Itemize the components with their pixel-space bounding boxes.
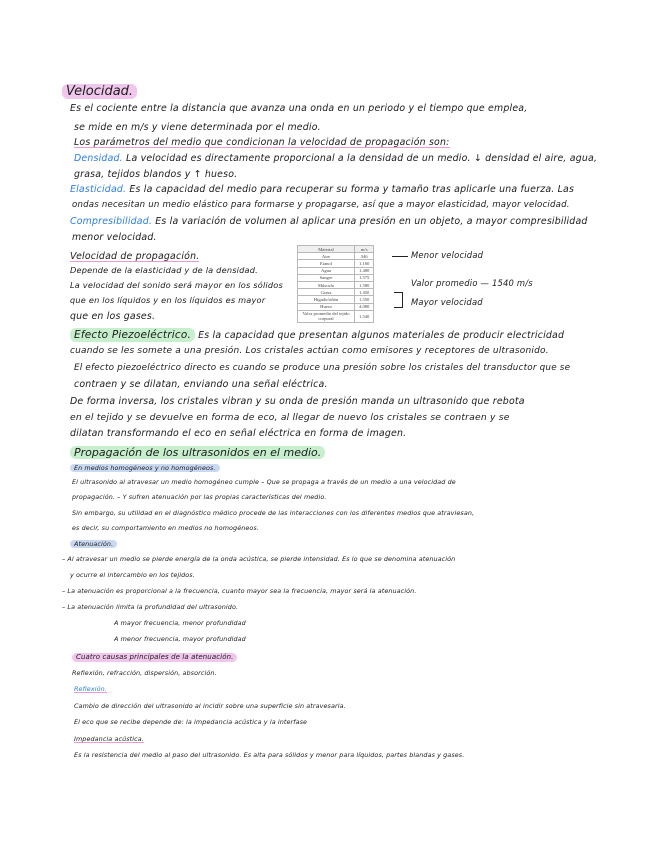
text-line: ondas necesitan un medio elástico para formarse y propagarse, así que a mayor elasticidad, mayor velocidad.: [72, 200, 570, 210]
table-cell: Sangre: [298, 274, 355, 281]
piezo-text: Es la capacidad que presentan algunos materiales de producir electricidad: [198, 330, 565, 341]
text-line: que en los gases.: [70, 311, 156, 322]
text-line: Depende de la elasticidad y de la densidad.: [70, 265, 258, 275]
velocity-table: [297, 245, 374, 323]
densidad-text: La velocidad es directamente proporcional a la densidad de un medio. ↓ densidad el aire, agua,: [126, 153, 598, 164]
text-line: y ocurre el intercambio en los tejidos.: [70, 571, 195, 579]
table-cell: 1.450: [355, 289, 374, 296]
text-line: El ultrasonido al atravesar un medio homogéneo cumple – Que se propaga a través de un medio a una velocidad de: [72, 478, 456, 486]
params-title: Los parámetros del medio que condicionan la velocidad de propagación son:: [74, 137, 450, 148]
text-line: propagación. – Y sufren atenuación por las propias características del medio.: [72, 493, 327, 501]
table-cell: 1.575: [355, 274, 374, 281]
table-cell: 1.580: [355, 281, 374, 288]
text-line: en el tejido y se devuelve en forma de eco, al llegar de nuevo los cristales se contraen y se: [70, 412, 510, 423]
ultra-sub2: Atenuación.: [70, 540, 117, 548]
text-line: A menor frecuencia, mayor profundidad: [114, 635, 246, 643]
table-cell: Agua: [298, 267, 355, 274]
table-cell: Valor promedio del tejido corporal: [298, 310, 355, 322]
table-row: [298, 260, 374, 267]
section-title-velocidad: Velocidad.: [62, 84, 137, 99]
table-cell: 4.080: [355, 303, 374, 310]
annotation-mayor: Mayor velocidad: [411, 297, 483, 307]
compresibilidad-line: [70, 217, 588, 226]
table-cell: Músculo: [298, 281, 355, 288]
text-line: El eco que se recibe depende de: la impedancia acústica y la interfase: [74, 718, 308, 726]
text-line: Es la resistencia del medio al paso del ultrasonido. Es alta para sólidos y menor para líquidos, partes blandas y gases.: [74, 751, 465, 759]
densidad-line: [74, 154, 597, 163]
text-line: se mide en m/s y viene determinada por el medio.: [74, 122, 321, 133]
table-cell: 346: [355, 253, 374, 260]
text-line: La velocidad del sonido será mayor en los sólidos: [70, 280, 283, 290]
table-header: Material: [298, 246, 355, 253]
causes-title: Cuatro causas principales de la atenuación.: [72, 653, 237, 662]
table-row: [298, 310, 374, 322]
impedancia-label: Impedancia acústica.: [74, 735, 144, 743]
densidad-label: Densidad.: [74, 153, 123, 164]
bracket: [394, 292, 403, 308]
annotation-menor: Menor velocidad: [411, 250, 484, 260]
compresibilidad-text: Es la variación de volumen al aplicar una presión en un objeto, a mayor compresibilidad: [155, 216, 588, 227]
table-row: [298, 303, 374, 310]
text-line: Cambio de dirección del ultrasonido al incidir sobre una superficie sin atravesarla.: [74, 702, 346, 710]
reflexion-label: Reflexión.: [74, 685, 107, 693]
table-cell: Grasa: [298, 289, 355, 296]
table-cell: Aire: [298, 253, 355, 260]
table-cell: Hueso: [298, 303, 355, 310]
text-line: – Al atravesar un medio se pierde energía de la onda acústica, se pierde intensidad. Es lo que se denomina atenuación: [62, 555, 456, 563]
text-line: grasa, tejidos blandos y ↑ hueso.: [74, 169, 238, 180]
text-line: A mayor frecuencia, menor profundidad: [114, 619, 246, 627]
text-line: cuando se les somete a una presión. Los cristales actúan como emisores y receptores de ultrasonido.: [70, 346, 549, 356]
table-row: [298, 274, 374, 281]
table-cell: Etanol: [298, 260, 355, 267]
text-line: dilatan transformando el eco en señal eléctrica en forma de imagen.: [70, 428, 407, 439]
table-cell: 1.480: [355, 267, 374, 274]
annotation-promedio: Valor promedio — 1540 m/s: [411, 278, 533, 288]
propagacion-title: Velocidad de propagación.: [70, 251, 200, 262]
elasticidad-label: Elasticidad.: [70, 184, 127, 195]
text-line: contraen y se dilatan, enviando una señal eléctrica.: [74, 379, 328, 390]
elasticidad-line: [70, 185, 574, 194]
ultra-sub1: En medios homogéneos y no homogéneos.: [70, 464, 220, 472]
piezo-title: Efecto Piezoeléctrico.: [70, 328, 195, 342]
table-row: [298, 281, 374, 288]
table-cell: 1.160: [355, 260, 374, 267]
table-row: [298, 267, 374, 274]
causes-list: Reflexión, refracción, dispersión, absorción.: [72, 669, 217, 677]
elasticidad-text: Es la capacidad del medio para recuperar su forma y tamaño tras aplicarle una fuerza. Las: [129, 184, 575, 195]
table-header: m/s: [355, 246, 374, 253]
text-line: El efecto piezoeléctrico directo es cuando se produce una presión sobre los cristales del transductor que se: [74, 363, 571, 373]
ultra-title: Propagación de los ultrasonidos en el medio.: [70, 446, 325, 459]
text-line: es decir, su comportamiento en medios no homogéneos.: [72, 524, 259, 532]
text-line: Sin embargo, su utilidad en el diagnóstico médico procede de las interacciones con los diferentes medios que atraviesan,: [72, 509, 475, 517]
arrow-line: [392, 256, 408, 257]
table-row: [298, 289, 374, 296]
table-row: [298, 253, 374, 260]
table-cell: 1.550: [355, 296, 374, 303]
text-line: – La atenuación limita la profundidad del ultrasonido.: [62, 603, 239, 611]
piezo-first-line: [70, 330, 564, 341]
table-cell: 1.540: [355, 310, 374, 322]
text-line: Es el cociente entre la distancia que avanza una onda en un periodo y el tiempo que emplea,: [70, 103, 528, 114]
table-row: [298, 296, 374, 303]
text-line: – La atenuación es proporcional a la frecuencia, cuanto mayor sea la frecuencia, mayor será la atenuación.: [62, 587, 417, 595]
text-line: De forma inversa, los cristales vibran y su onda de presión manda un ultrasonido que rebota: [70, 396, 525, 407]
text-line: que en los líquidos y en los líquidos es mayor: [70, 295, 266, 305]
text-line: menor velocidad.: [72, 232, 157, 243]
compresibilidad-label: Compresibilidad.: [70, 216, 153, 227]
table-cell: Hígado/riñón: [298, 296, 355, 303]
